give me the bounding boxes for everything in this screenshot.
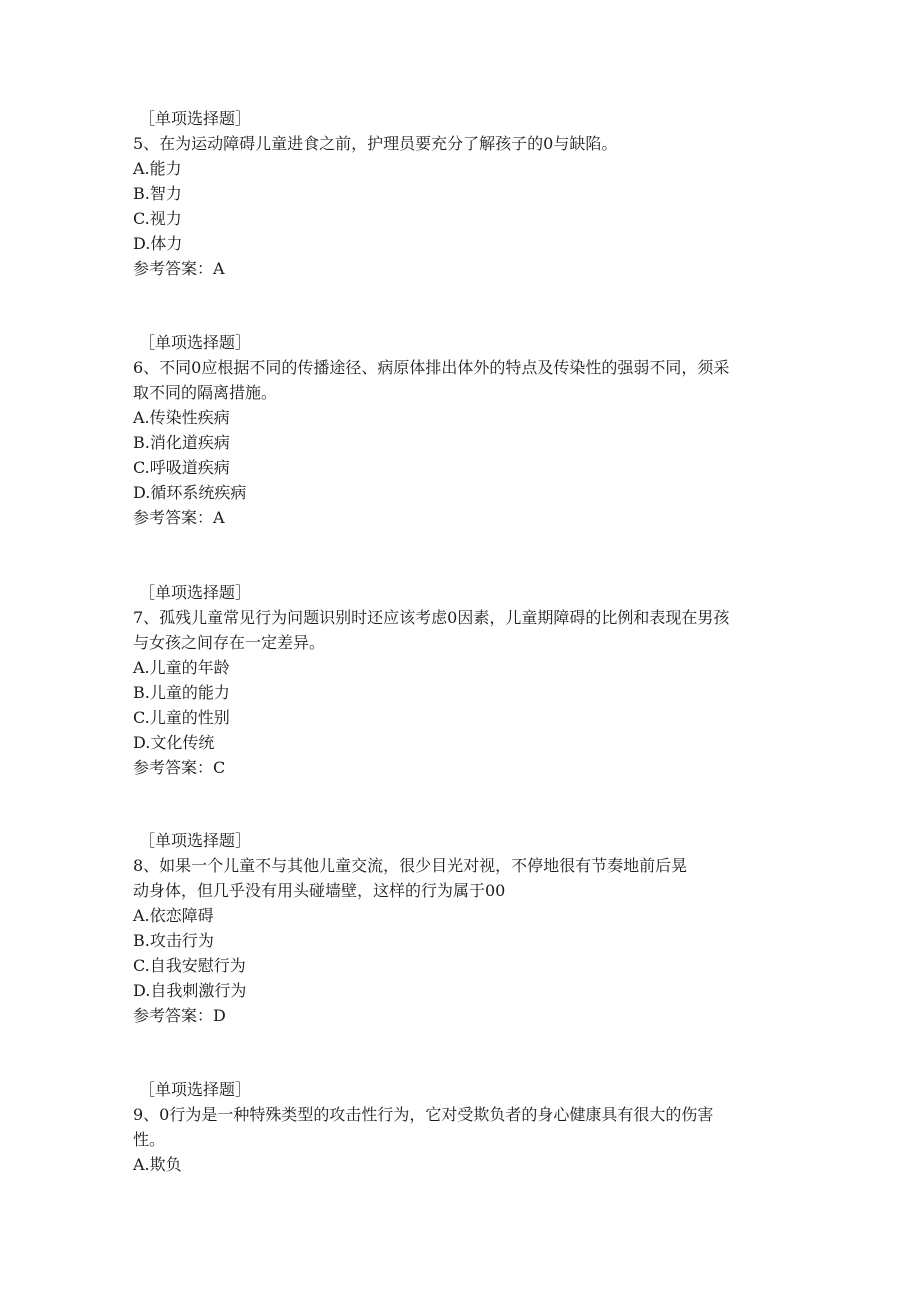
- option-d: D.文化传统: [133, 733, 215, 752]
- question-stem-line: 动身体，但几乎没有用头碰墙壁，这样的行为属于00: [133, 881, 506, 900]
- reference-answer: 参考答案：A: [133, 259, 225, 278]
- question-stem-line: 5、在为运动障碍儿童进食之前，护理员要充分了解孩子的0与缺陷。: [133, 134, 618, 153]
- option-c: C.儿童的性别: [133, 708, 230, 727]
- question-type-label: ［单项选择题］: [139, 583, 252, 602]
- option-b: B.智力: [133, 184, 182, 203]
- option-c: C.自我安慰行为: [133, 956, 246, 975]
- question-type-label: ［单项选择题］: [139, 831, 252, 850]
- question-stem-line: 9、0行为是一种特殊类型的攻击性行为，它对受欺负者的身心健康具有很大的伤害: [133, 1105, 714, 1124]
- option-d: D.自我刺激行为: [133, 981, 247, 1000]
- question-stem-line: 8、如果一个儿童不与其他儿童交流，很少目光对视，不停地很有节奏地前后晃: [133, 856, 688, 875]
- question-stem-line: 7、孤残儿童常见行为问题识别时还应该考虑0因素，儿童期障碍的比例和表现在男孩: [133, 608, 730, 627]
- option-a: A.能力: [133, 159, 182, 178]
- question-6: [133, 330, 783, 530]
- option-c: C.视力: [133, 209, 182, 228]
- question-type-label: ［单项选择题］: [139, 1080, 252, 1099]
- question-stem-line: 6、不同0应根据不同的传播途径、病原体排出体外的特点及传染性的强弱不同，须采: [133, 358, 730, 377]
- question-stem-line: 与女孩之间存在一定差异。: [133, 633, 326, 652]
- option-a: A.欺负: [133, 1155, 182, 1174]
- option-b: B.儿童的能力: [133, 683, 230, 702]
- option-a: A.儿童的年龄: [133, 658, 230, 677]
- option-d: D.体力: [133, 234, 183, 253]
- question-stem-line: 取不同的隔离措施。: [133, 383, 278, 402]
- option-d: D.循环系统疾病: [133, 483, 247, 502]
- question-9: [133, 1077, 783, 1177]
- option-b: B.攻击行为: [133, 931, 214, 950]
- question-8: [133, 828, 783, 1028]
- question-stem-line: 性。: [133, 1130, 166, 1149]
- question-7: [133, 580, 783, 780]
- option-a: A.传染性疾病: [133, 408, 230, 427]
- reference-answer: 参考答案：C: [133, 758, 226, 777]
- option-b: B.消化道疾病: [133, 433, 230, 452]
- reference-answer: 参考答案：D: [133, 1006, 226, 1025]
- question-type-label: ［单项选择题］: [139, 333, 252, 352]
- option-c: C.呼吸道疾病: [133, 458, 230, 477]
- question-5: [133, 106, 783, 281]
- reference-answer: 参考答案：A: [133, 508, 225, 527]
- question-type-label: ［单项选择题］: [139, 109, 252, 128]
- option-a: A.依恋障碍: [133, 906, 214, 925]
